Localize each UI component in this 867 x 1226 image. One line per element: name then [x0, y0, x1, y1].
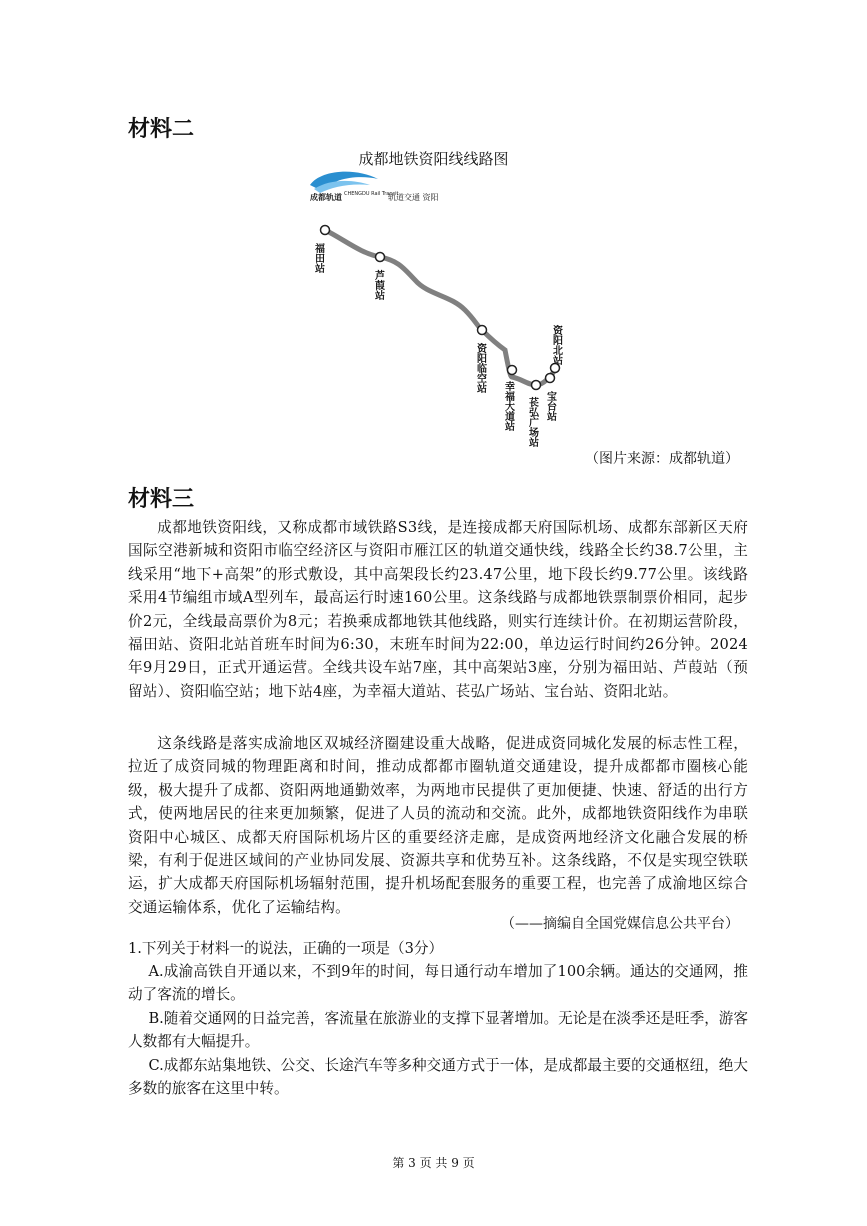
- station-label: 苌弘广场站: [526, 397, 538, 447]
- image-source: （图片来源：成都轨道）: [585, 451, 739, 467]
- station-marker-icon: [321, 226, 330, 235]
- station-ziyang-north: [551, 324, 563, 373]
- brand-en: CHENGDU Rail Transit: [344, 191, 399, 197]
- chengdu-rail-logo: [310, 172, 439, 202]
- question-1-option-c: C.成都东站集地铁、公交、长途汽车等多种交通方式于一体，是成都最主要的交通枢纽，绝大多数的旅客在这里中转。: [128, 1057, 748, 1098]
- station-lujia: [373, 253, 385, 301]
- station-marker-icon: [546, 374, 555, 383]
- station-label: 幸福大道站: [502, 381, 514, 431]
- map-title: 成都地铁资阳线线路图: [358, 150, 509, 168]
- material3-heading: 材料三: [128, 487, 195, 512]
- station-marker-icon: [376, 253, 385, 262]
- station-baotai: [545, 374, 557, 422]
- station-label: 宝台站: [544, 391, 556, 421]
- material3-credit: （——摘编自全国党媒信息公共平台）: [501, 916, 739, 932]
- material3-paragraph-1: 成都地铁资阳线，又称成都市域铁路S3线，是连接成都天府国际机场、成都东部新区天府国际空港新城和资阳市临空经济区与资阳市雁江区的轨道交通快线，线路全长约38.7公里，主线采用“地下+高架”的形式敷设，其中高架段长约23.47公里，地下段长约9.77公里。该线路采用4节编组市域A型列车，最高运行时速160公里。这条线路与成都地铁票制票价相同，起步价2元，全线最高票价为8元；若换乘成都地铁其他线路，则实行连续计价。在初期运营阶段，福田站、资阳北站首班车时间为6:30，末班车时间为22:00，单边运行时间约26分钟。2024年9月29日，正式开通运营。全线共设车站7座，其中高架站3座，分别为福田站、芦葭站（预留站）、资阳临空站；地下站4座，为幸福大道站、苌弘广场站、宝台站、资阳北站。: [128, 519, 748, 700]
- station-marker-icon: [508, 366, 517, 375]
- material3-paragraph-2: 这条线路是落实成渝地区双城经济圈建设重大战略，促进成资同城化发展的标志性工程，拉近了成资同城的物理距离和时间，推动成都都市圈轨道交通建设，提升成都都市圈核心能级，极大提升了成都、资阳两地通勤效率，为两地市民提供了更加便捷、快速、舒适的出行方式，使两地居民的往来更加频繁，促进了人员的流动和交流。此外，成都地铁资阳线作为串联资阳中心城区、成都天府国际机场片区的重要经济走廊，是成资两地经济文化融合发展的桥梁，有利于促进区域间的产业协同发展、资源共享和优势互补。这条线路，不仅是实现空铁联运，扩大成都天府国际机场辐射范围，提升机场配套服务的重要工程，也完善了成渝地区综合交通运输体系，优化了运输结构。: [128, 735, 748, 916]
- station-marker-icon: [532, 381, 541, 390]
- station-label: 福田站: [312, 243, 324, 273]
- station-changhong-guangchang: [527, 381, 541, 448]
- station-marker-icon: [478, 326, 487, 335]
- station-label: 芦葭站: [372, 270, 384, 300]
- brand-tagline: 轨道交通 资阳: [388, 193, 439, 202]
- question-1-option-a: A.成渝高铁自开通以来，不到9年的时间，每日通行动车增加了100余辆。通达的交通网，推动了客流的增长。: [128, 963, 748, 1004]
- material2-heading: 材料二: [128, 117, 195, 142]
- page-footer: 第 3 页 共 9 页: [392, 1156, 475, 1170]
- station-label: 资阳北站: [550, 325, 562, 365]
- station-label: 资阳临空站: [474, 343, 486, 393]
- route-line: [325, 230, 555, 385]
- route-map: [300, 165, 590, 450]
- question-1-stem: 1.下列关于材料一的说法，正确的一项是（3分）: [128, 940, 444, 957]
- brand-cn: 成都轨道: [310, 193, 342, 202]
- station-futian: [313, 226, 330, 274]
- question-1-option-b: B.随着交通网的日益完善，客流量在旅游业的支撑下显著增加。无论是在淡季还是旺季，游客人数都有大幅提升。: [128, 1010, 748, 1051]
